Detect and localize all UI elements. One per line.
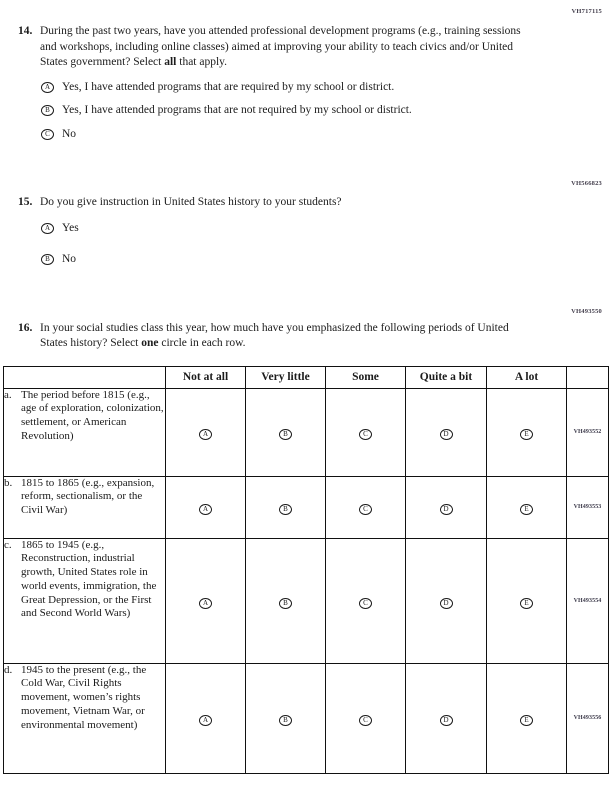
row-d-not-at-all-cell xyxy=(166,663,246,773)
q14-option-c-label: No xyxy=(62,127,77,140)
row-a-some-cell xyxy=(326,388,406,476)
row-c-not-at-all-cell xyxy=(166,538,246,663)
row-d-label-cell xyxy=(4,663,166,773)
q14-option-b-label: Yes, I have attended programs that are not required by my school or district. xyxy=(62,104,412,116)
row-c-bubble-e-icon[interactable]: E xyxy=(520,598,533,609)
grid-header-quite-a-bit: Quite a bit xyxy=(406,366,487,388)
row-c-prefix: c. xyxy=(4,538,12,551)
question-14-text-after: that apply. xyxy=(176,56,228,68)
q15-option-yes-label: Yes xyxy=(62,221,79,234)
grid-header-blank xyxy=(4,366,166,388)
q15-option-no-label: No xyxy=(62,253,77,265)
grid-row-c xyxy=(4,538,609,663)
row-d-a-lot-cell xyxy=(487,663,567,773)
question-16 xyxy=(18,321,611,352)
row-d-bubble-d-icon[interactable]: D xyxy=(440,715,453,726)
grid-header-some: Some xyxy=(326,366,406,388)
row-a-label-cell xyxy=(4,388,166,476)
row-c-label: 1865 to 1945 (e.g., Reconstruction, industrial growth, United States role in world events, immigration, the Great Depression, or the First and Second World Wars) xyxy=(21,538,157,620)
row-c-a-lot-cell xyxy=(487,538,567,663)
row-c-some-cell xyxy=(326,538,406,663)
row-b-label-cell xyxy=(4,476,166,538)
row-d-some-cell xyxy=(326,663,406,773)
grid-header-a-lot: A lot xyxy=(487,366,567,388)
row-d-bubble-e-icon[interactable]: E xyxy=(520,715,533,726)
row-b-code: VH493553 xyxy=(567,476,609,538)
row-b-very-little-cell xyxy=(246,476,326,538)
row-c-bubble-b-icon[interactable]: B xyxy=(279,598,292,609)
question-14-number: 14. xyxy=(18,25,33,37)
grid-header-row xyxy=(4,366,609,388)
row-c-bubble-c-icon[interactable]: C xyxy=(359,598,372,609)
grid-row-a xyxy=(4,388,609,476)
row-d-code: VH493556 xyxy=(567,663,609,773)
row-d-label: 1945 to the present (e.g., the Cold War, Civil Rights movement, women’s rights movement, Vietnam War, or environmental movement) xyxy=(21,663,147,731)
row-c-label-cell xyxy=(4,538,166,663)
q14-option-b xyxy=(41,103,611,119)
row-b-not-at-all-cell xyxy=(166,476,246,538)
row-d-bubble-c-icon[interactable]: C xyxy=(359,715,372,726)
row-d-bubble-a-icon[interactable]: A xyxy=(199,715,212,726)
row-c-very-little-cell xyxy=(246,538,326,663)
row-d-bubble-b-icon[interactable]: B xyxy=(279,715,292,726)
row-a-very-little-cell xyxy=(246,388,326,476)
row-c-code: VH493554 xyxy=(567,538,609,663)
question-16-text-bold: one xyxy=(141,337,159,349)
row-b-prefix: b. xyxy=(4,476,13,489)
question-14-options xyxy=(41,80,611,143)
row-a-label: The period before 1815 (e.g., age of exploration, colonization, settlement, or American Revolution) xyxy=(21,388,164,442)
question-14-text-before: During the past two years, have you attended professional development programs (e.g., training sessions and workshops, including online classes) aimed at improving your ability to teach civics and/or United States government? Select xyxy=(40,25,521,68)
question-14-text xyxy=(40,24,532,71)
row-b-quite-a-bit-cell xyxy=(406,476,487,538)
question-16-text-before: In your social studies class this year, how much have you emphasized the following periods of United States history? Select xyxy=(40,321,509,349)
q15-option-no xyxy=(41,252,611,268)
row-b-bubble-d-icon[interactable]: D xyxy=(440,504,453,515)
question-15-text: Do you give instruction in United States history to your students? xyxy=(40,196,342,208)
row-a-bubble-d-icon[interactable]: D xyxy=(440,429,453,440)
grid-header-very-little: Very little xyxy=(246,366,326,388)
q14-option-b-bubble-icon[interactable]: B xyxy=(41,105,54,116)
row-b-bubble-a-icon[interactable]: A xyxy=(199,504,212,515)
row-d-quite-a-bit-cell xyxy=(406,663,487,773)
question-16-number: 16. xyxy=(18,321,33,334)
question-15 xyxy=(18,195,611,268)
q15-option-yes-bubble-icon[interactable]: A xyxy=(41,223,54,234)
question-16-text-after: circle in each row. xyxy=(158,337,246,349)
q14-option-c xyxy=(41,127,611,143)
row-a-code: VH493552 xyxy=(567,388,609,476)
grid-header-code-blank xyxy=(567,366,609,388)
question-14 xyxy=(18,24,611,142)
row-b-bubble-e-icon[interactable]: E xyxy=(520,504,533,515)
accession-code-top: VH717115 xyxy=(571,8,602,15)
row-c-bubble-a-icon[interactable]: A xyxy=(199,598,212,609)
accession-code-q15: VH566823 xyxy=(571,180,602,187)
row-b-label: 1815 to 1865 (e.g., expansion, reform, sectionalism, or the Civil War) xyxy=(21,476,155,517)
row-c-quite-a-bit-cell xyxy=(406,538,487,663)
row-a-not-at-all-cell xyxy=(166,388,246,476)
row-b-a-lot-cell xyxy=(487,476,567,538)
q15-option-yes xyxy=(41,221,611,237)
q14-option-a xyxy=(41,80,611,96)
row-d-prefix: d. xyxy=(4,663,13,676)
question-16-text xyxy=(40,321,532,352)
row-a-bubble-a-icon[interactable]: A xyxy=(199,429,212,440)
q14-option-a-label: Yes, I have attended programs that are required by my school or district. xyxy=(62,80,395,93)
grid-row-d xyxy=(4,663,609,773)
question-15-number: 15. xyxy=(18,196,33,208)
row-b-bubble-b-icon[interactable]: B xyxy=(279,504,292,515)
q14-option-a-bubble-icon[interactable]: A xyxy=(41,82,54,93)
row-a-bubble-b-icon[interactable]: B xyxy=(279,429,292,440)
row-a-bubble-e-icon[interactable]: E xyxy=(520,429,533,440)
row-a-bubble-c-icon[interactable]: C xyxy=(359,429,372,440)
question-15-options xyxy=(41,221,611,268)
row-d-very-little-cell xyxy=(246,663,326,773)
q16-response-grid xyxy=(3,366,609,774)
q15-option-no-bubble-icon[interactable]: B xyxy=(41,254,54,265)
q14-option-c-bubble-icon[interactable]: C xyxy=(41,129,54,140)
grid-row-b xyxy=(4,476,609,538)
row-b-some-cell xyxy=(326,476,406,538)
grid-header-not-at-all: Not at all xyxy=(166,366,246,388)
row-a-quite-a-bit-cell xyxy=(406,388,487,476)
row-c-bubble-d-icon[interactable]: D xyxy=(440,598,453,609)
accession-code-q16: VH493550 xyxy=(571,307,602,315)
row-a-prefix: a. xyxy=(4,388,12,401)
row-b-bubble-c-icon[interactable]: C xyxy=(359,504,372,515)
row-a-a-lot-cell xyxy=(487,388,567,476)
question-14-text-bold: all xyxy=(164,56,177,68)
